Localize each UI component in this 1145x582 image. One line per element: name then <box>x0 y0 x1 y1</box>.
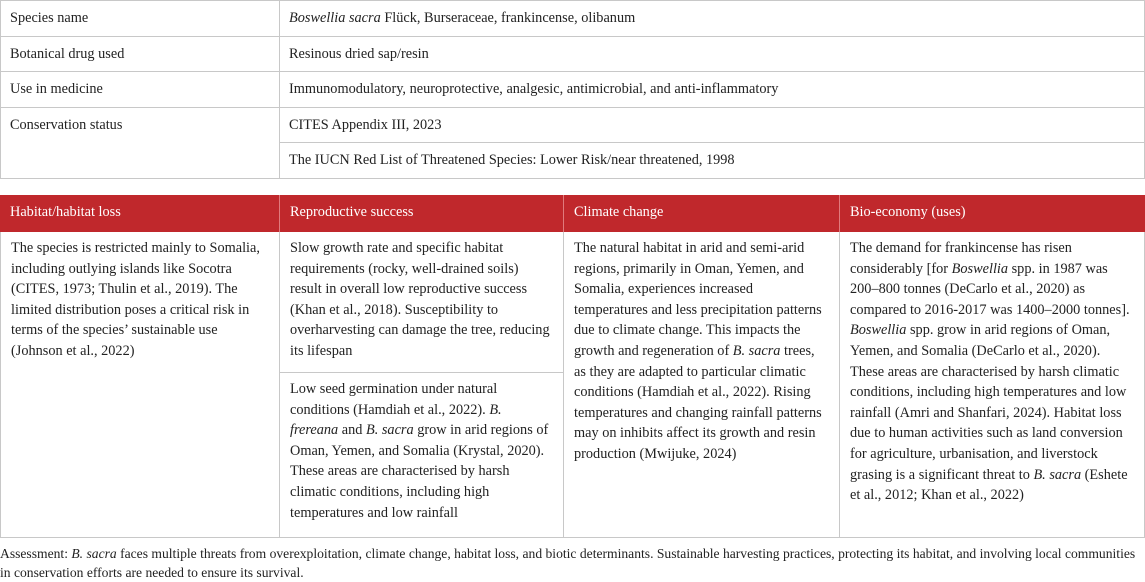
key-conservation-status: Conservation status <box>1 107 280 178</box>
note-a: Assessment: <box>0 546 72 561</box>
threat-header-row <box>0 195 1145 232</box>
repro2-b: and <box>338 422 366 439</box>
key-botanical-drug: Botanical drug used <box>1 36 280 72</box>
key-use-in-medicine: Use in medicine <box>1 72 280 108</box>
row-botanical-drug <box>1 36 1145 72</box>
climate-i: B. sacra <box>732 342 781 359</box>
cell-climate <box>563 232 839 538</box>
assessment-note <box>0 544 1145 582</box>
note-b: faces multiple threats from overexploitation, climate change, habitat loss, and biotic determinants. Sustainable harvesting practices, protecting its habitat, and involving local communities in conservation efforts are needed to ensure its survival. <box>0 546 1136 580</box>
bio-d: (Eshete et al., 2012; Khan et al., 2022) <box>850 466 1128 504</box>
value-botanical-drug: Resinous dried sap/resin <box>280 36 1145 72</box>
cell-reproductive <box>279 232 563 538</box>
row-conservation-status <box>1 107 1145 143</box>
bio-i2: Boswellia <box>850 322 907 339</box>
bio-text <box>840 232 1144 512</box>
climate-a: The natural habitat in arid and semi-arid regions, primarily in Oman, Yemen, and Somalia, experiences increased temperatures and less precipitation patterns due to climate change. This impacts the growth and regeneration of <box>574 240 822 359</box>
header-bioeconomy: Bio-economy (uses) <box>839 195 1145 232</box>
repro2-i2: B. sacra <box>365 422 414 439</box>
header-climate: Climate change <box>563 195 839 232</box>
row-species-name <box>1 1 1145 37</box>
climate-text <box>564 232 839 471</box>
species-italic: Boswellia sacra <box>289 10 381 26</box>
value-cites: CITES Appendix III, 2023 <box>280 107 1145 143</box>
cell-bioeconomy <box>839 232 1145 538</box>
repro2-a: Low seed germination under natural conditions (Hamdiah et al., 2022). <box>290 381 498 418</box>
bio-i3: B. sacra <box>1033 466 1082 483</box>
note-i: B. sacra <box>71 546 117 561</box>
bio-i1: Boswellia <box>951 260 1009 277</box>
repro2-c: grow in arid regions of Oman, Yemen, and Somalia (Krystal, 2020). These areas are characterised by harsh climatic conditions, including high temperatures and low rainfall <box>290 422 549 521</box>
bio-a: The demand for frankincense has risen considerably [for <box>850 240 1072 277</box>
header-reproductive: Reproductive success <box>279 195 563 232</box>
habitat-text: The species is restricted mainly to Somalia, including outlying islands like Socotra (CITES, 1973; Thulin et al., 2019). The limited distribution poses a critical risk in terms of the species’ sustainable use (Johnson et al., 2022) <box>11 240 260 359</box>
row-use-in-medicine <box>1 72 1145 108</box>
species-info-table <box>0 0 1145 179</box>
header-habitat: Habitat/habitat loss <box>10 204 121 220</box>
cell-habitat <box>0 232 279 538</box>
key-species-name: Species name <box>1 1 280 37</box>
repro-text-2 <box>280 372 563 529</box>
value-iucn: The IUCN Red List of Threatened Species: Lower Risk/near threatened, 1998 <box>280 143 1145 179</box>
value-species-name <box>280 1 1145 37</box>
value-use-in-medicine: Immunomodulatory, neuroprotective, analgesic, antimicrobial, and anti-inflammatory <box>280 72 1145 108</box>
repro2-i1: B. frereana <box>290 401 502 439</box>
bio-b: spp. in 1987 was 200–800 tonnes (DeCarlo et al., 2020) as compared to 2016-2017 was 1400–2000 tonnes]. <box>850 260 1130 318</box>
bio-c: spp. grow in arid regions of Oman, Yemen, and Somalia (DeCarlo et al., 2020). These areas are characterised by harsh climatic conditions, including high temperatures and low rainfall (Amri and Shanfari, 2024). Habitat loss due to human activities such as land conversion for agriculture, urbanisation, and liverstock grasing is a significant threat to <box>850 322 1127 483</box>
repro-text-1: Slow growth rate and specific habitat requirements (rocky, well-drained soils) result in overall low reproductive success (Khan et al., 2018). Susceptibility to overharvesting can damage the tree, reducing its lifespan <box>290 240 550 359</box>
climate-b: trees, as they are adapted to particular climatic conditions (Hamdiah et al., 2022). Rising temperatures and changing rainfall patterns may on inhibits affect its growth and resin production (Mwijuke, 2024) <box>574 342 822 462</box>
species-rest: Flück, Burseraceae, frankincense, olibanum <box>380 10 636 26</box>
